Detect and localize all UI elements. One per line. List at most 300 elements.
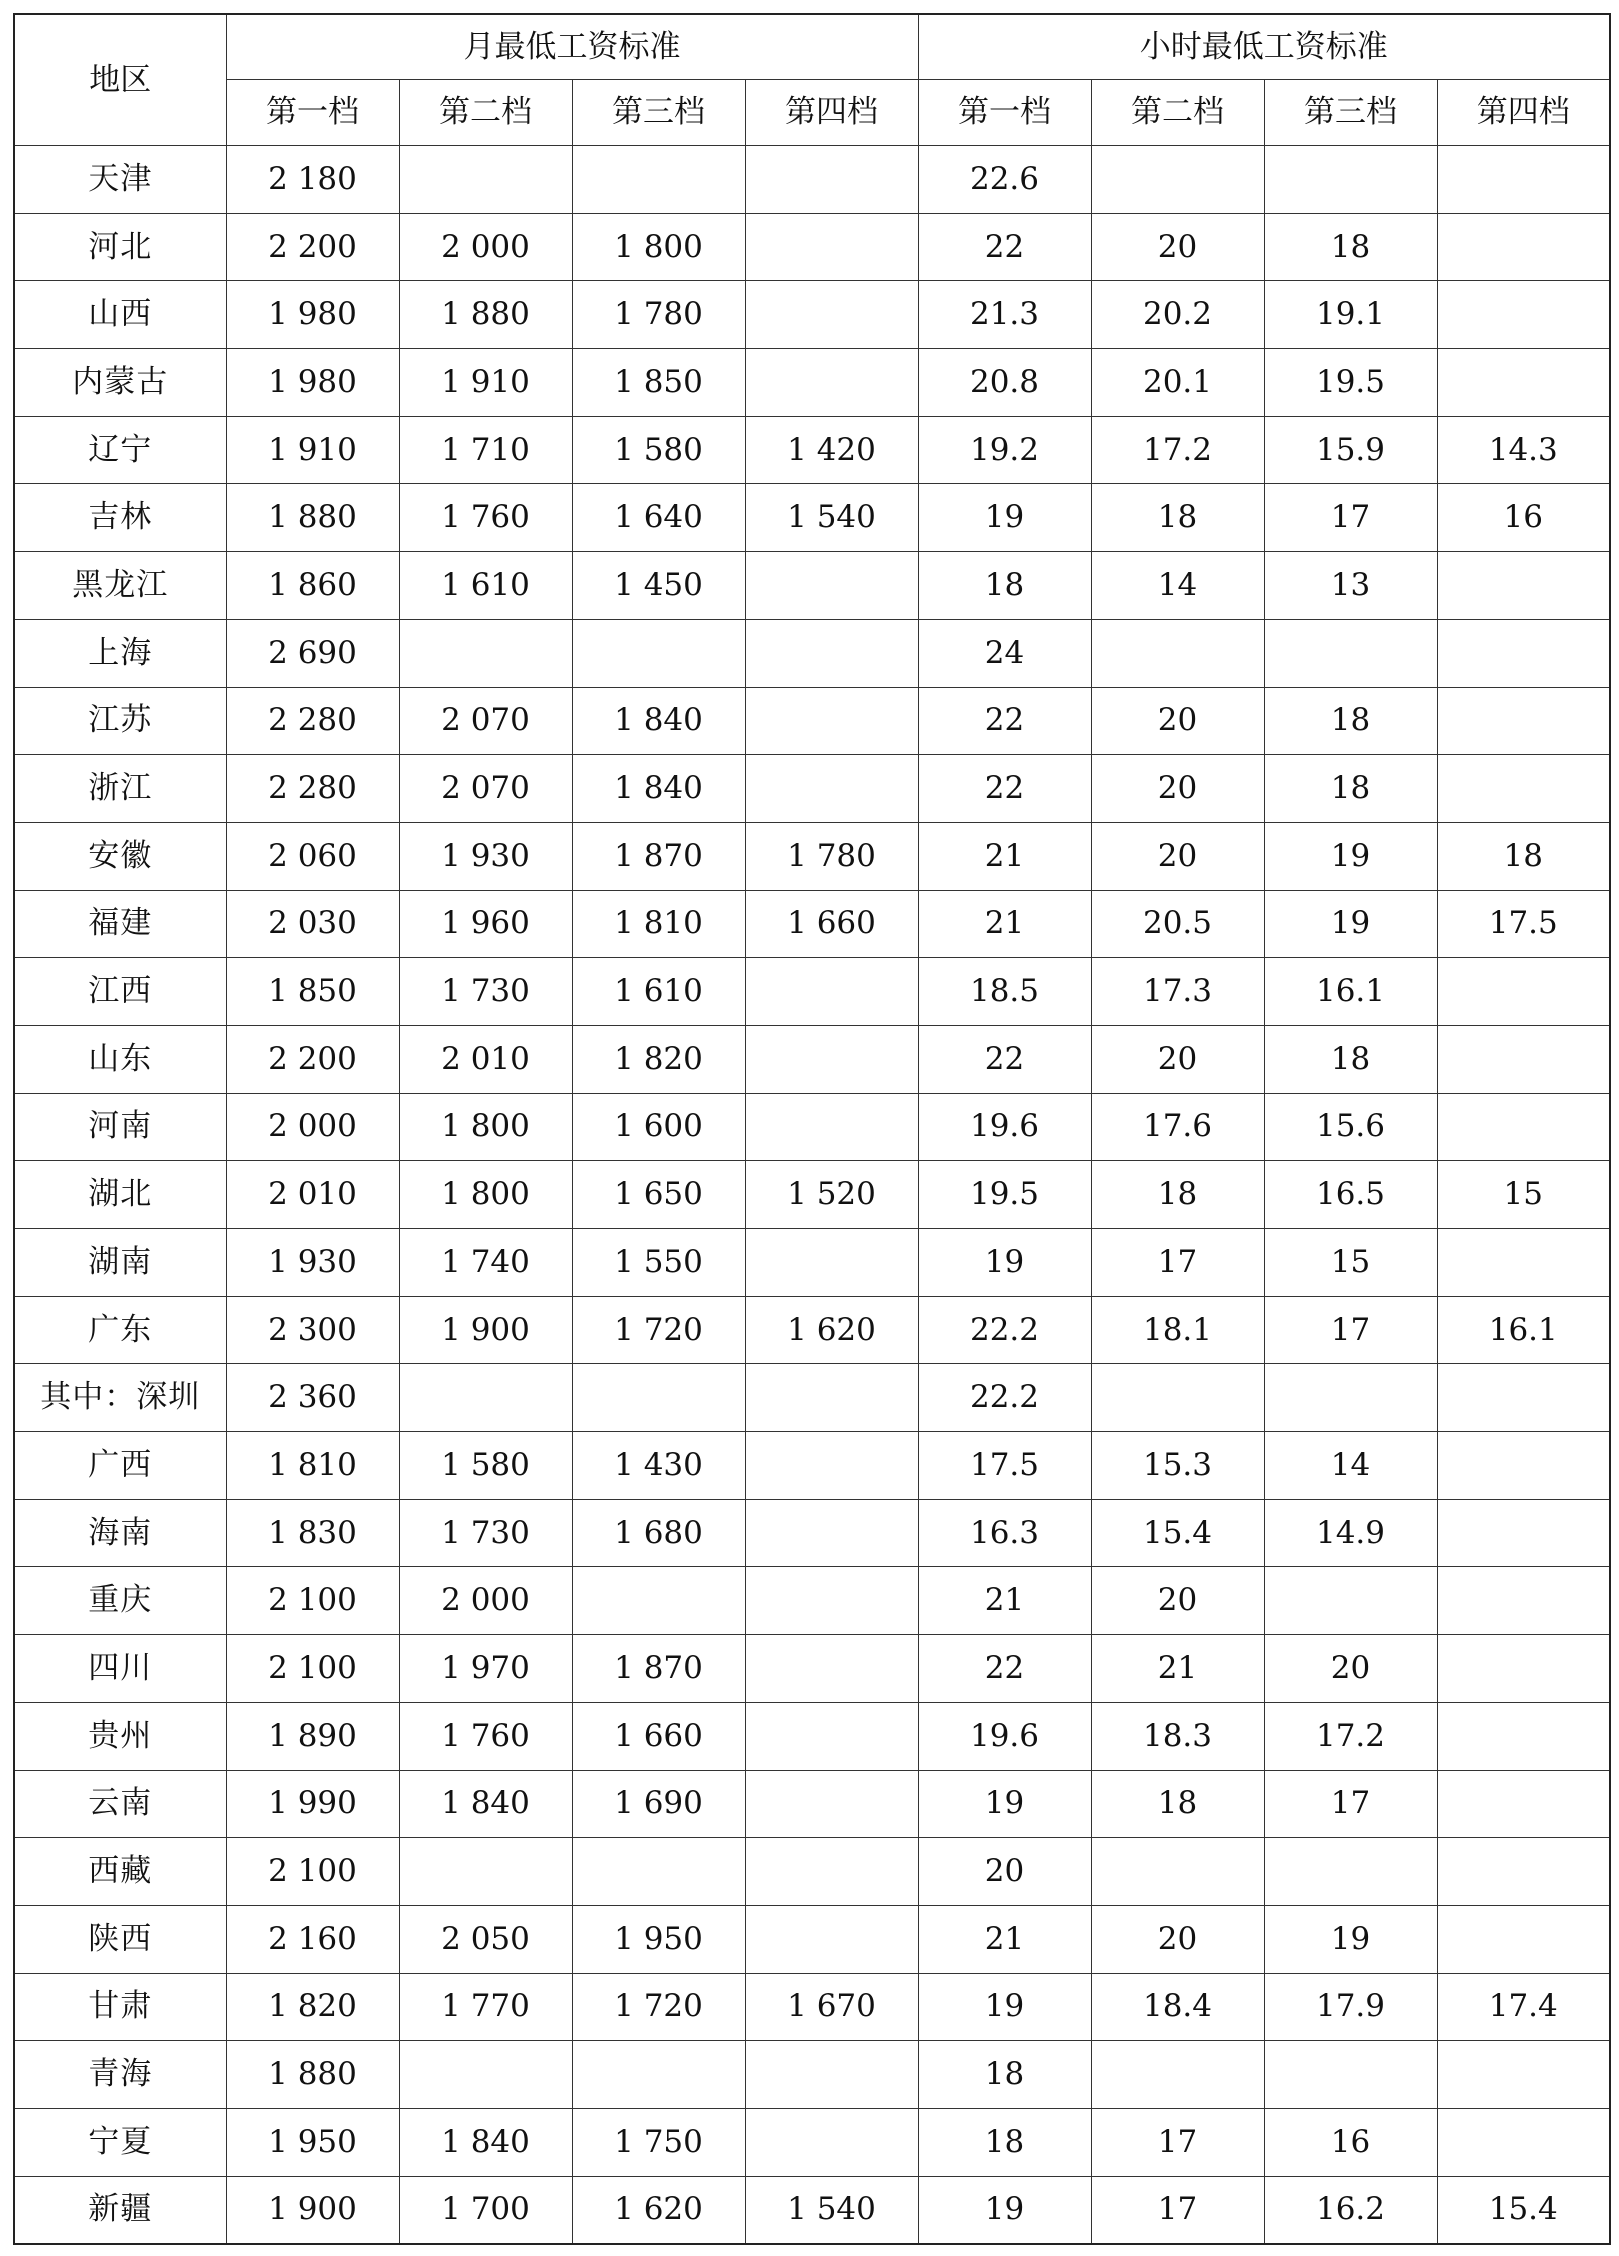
hourly-tier-1-cell: 22.6 — [918, 146, 1091, 214]
monthly-tier-3-cell — [572, 146, 745, 214]
hourly-tier-2-cell: 17 — [1091, 1229, 1264, 1297]
table-row — [14, 1296, 1610, 1364]
hourly-tier-2-cell: 20 — [1091, 1025, 1264, 1093]
monthly-tier-2-cell: 1 960 — [399, 890, 572, 958]
monthly-tier-4-cell — [745, 1905, 918, 1973]
hourly-tier-2-cell: 18 — [1091, 1161, 1264, 1229]
hourly-tier-1-cell: 19.5 — [918, 1161, 1091, 1229]
monthly-tier-1-cell: 1 980 — [226, 281, 399, 349]
hourly-tier-2-cell: 15.3 — [1091, 1432, 1264, 1500]
hourly-tier-1-cell: 19.2 — [918, 416, 1091, 484]
monthly-tier-3-cell: 1 780 — [572, 281, 745, 349]
monthly-tier-1-cell: 2 100 — [226, 1838, 399, 1906]
monthly-tier-1-cell: 2 200 — [226, 1025, 399, 1093]
monthly-tier-2-cell — [399, 146, 572, 214]
hourly-tier-3-cell: 16 — [1264, 2108, 1437, 2176]
hourly-tier-2-cell: 18 — [1091, 484, 1264, 552]
hourly-tier-2-header: 第二档 — [1091, 80, 1264, 146]
hourly-tier-2-cell — [1091, 2041, 1264, 2109]
hourly-tier-1-cell: 19.6 — [918, 1702, 1091, 1770]
region-cell: 福建 — [14, 890, 226, 958]
hourly-tier-3-cell — [1264, 146, 1437, 214]
hourly-tier-2-cell: 17.3 — [1091, 958, 1264, 1026]
hourly-tier-4-cell — [1437, 755, 1610, 823]
monthly-tier-4-cell — [745, 958, 918, 1026]
monthly-tier-4-cell: 1 540 — [745, 484, 918, 552]
table-row — [14, 1702, 1610, 1770]
hourly-tier-3-cell: 15.9 — [1264, 416, 1437, 484]
hourly-tier-1-cell: 19 — [918, 1973, 1091, 2041]
monthly-tier-2-cell: 2 010 — [399, 1025, 572, 1093]
hourly-tier-4-cell — [1437, 1364, 1610, 1432]
table-row — [14, 1229, 1610, 1297]
monthly-tier-2-cell: 1 800 — [399, 1093, 572, 1161]
monthly-tier-3-cell: 1 870 — [572, 822, 745, 890]
monthly-tier-3-cell: 1 950 — [572, 1905, 745, 1973]
header-row-tiers — [14, 80, 1610, 146]
table-row — [14, 822, 1610, 890]
region-cell: 山东 — [14, 1025, 226, 1093]
hourly-tier-2-cell — [1091, 1838, 1264, 1906]
table-row — [14, 552, 1610, 620]
monthly-tier-3-cell — [572, 2041, 745, 2109]
monthly-tier-2-cell: 1 970 — [399, 1635, 572, 1703]
hourly-tier-2-cell: 18 — [1091, 1770, 1264, 1838]
hourly-tier-3-cell: 20 — [1264, 1635, 1437, 1703]
monthly-tier-1-cell: 1 850 — [226, 958, 399, 1026]
hourly-tier-3-cell — [1264, 1567, 1437, 1635]
region-cell: 天津 — [14, 146, 226, 214]
hourly-tier-4-cell — [1437, 958, 1610, 1026]
table-row — [14, 416, 1610, 484]
monthly-tier-2-cell: 1 710 — [399, 416, 572, 484]
hourly-tier-1-cell: 18 — [918, 2041, 1091, 2109]
region-cell: 广东 — [14, 1296, 226, 1364]
monthly-tier-3-cell: 1 650 — [572, 1161, 745, 1229]
hourly-tier-2-cell — [1091, 619, 1264, 687]
hourly-wage-group-header: 小时最低工资标准 — [918, 14, 1610, 80]
hourly-tier-4-cell — [1437, 281, 1610, 349]
hourly-tier-4-cell — [1437, 2108, 1610, 2176]
monthly-tier-3-cell: 1 660 — [572, 1702, 745, 1770]
hourly-tier-2-cell: 17.6 — [1091, 1093, 1264, 1161]
region-cell: 其中：深圳 — [14, 1364, 226, 1432]
hourly-tier-3-cell: 16.2 — [1264, 2176, 1437, 2244]
region-cell: 浙江 — [14, 755, 226, 823]
hourly-tier-2-cell: 20.1 — [1091, 349, 1264, 417]
table-row — [14, 1973, 1610, 2041]
table-row — [14, 1364, 1610, 1432]
monthly-tier-4-cell — [745, 755, 918, 823]
region-cell: 云南 — [14, 1770, 226, 1838]
monthly-tier-4-cell — [745, 1635, 918, 1703]
hourly-tier-3-cell: 13 — [1264, 552, 1437, 620]
monthly-tier-3-cell: 1 620 — [572, 2176, 745, 2244]
table-row — [14, 1770, 1610, 1838]
hourly-tier-4-cell — [1437, 146, 1610, 214]
table-row — [14, 146, 1610, 214]
hourly-tier-1-cell: 16.3 — [918, 1499, 1091, 1567]
hourly-tier-4-cell — [1437, 1905, 1610, 1973]
region-cell: 湖北 — [14, 1161, 226, 1229]
table-row — [14, 1025, 1610, 1093]
monthly-tier-3-cell: 1 580 — [572, 416, 745, 484]
hourly-tier-2-cell — [1091, 146, 1264, 214]
monthly-tier-1-cell: 1 810 — [226, 1432, 399, 1500]
region-cell: 贵州 — [14, 1702, 226, 1770]
hourly-tier-1-cell: 19 — [918, 484, 1091, 552]
monthly-tier-4-cell — [745, 349, 918, 417]
hourly-tier-2-cell — [1091, 1364, 1264, 1432]
monthly-tier-4-header: 第四档 — [745, 80, 918, 146]
hourly-tier-3-cell: 14 — [1264, 1432, 1437, 1500]
hourly-tier-2-cell: 18.3 — [1091, 1702, 1264, 1770]
monthly-tier-1-cell: 1 830 — [226, 1499, 399, 1567]
hourly-tier-3-cell: 18 — [1264, 755, 1437, 823]
monthly-tier-1-cell: 2 000 — [226, 1093, 399, 1161]
monthly-tier-1-cell: 2 200 — [226, 213, 399, 281]
hourly-tier-4-cell: 18 — [1437, 822, 1610, 890]
region-cell: 湖南 — [14, 1229, 226, 1297]
region-column-header: 地区 — [14, 14, 226, 146]
hourly-tier-4-cell: 15.4 — [1437, 2176, 1610, 2244]
monthly-tier-3-cell: 1 550 — [572, 1229, 745, 1297]
table-row — [14, 2176, 1610, 2244]
hourly-tier-3-cell: 17.9 — [1264, 1973, 1437, 2041]
region-cell: 山西 — [14, 281, 226, 349]
monthly-tier-3-cell: 1 850 — [572, 349, 745, 417]
monthly-tier-1-cell: 2 300 — [226, 1296, 399, 1364]
monthly-tier-2-header: 第二档 — [399, 80, 572, 146]
table-row — [14, 484, 1610, 552]
monthly-tier-4-cell — [745, 1770, 918, 1838]
hourly-tier-3-cell: 17 — [1264, 484, 1437, 552]
hourly-tier-1-cell: 21 — [918, 890, 1091, 958]
hourly-tier-2-cell: 18.1 — [1091, 1296, 1264, 1364]
region-cell: 辽宁 — [14, 416, 226, 484]
table-row — [14, 1905, 1610, 1973]
monthly-tier-2-cell: 2 070 — [399, 687, 572, 755]
hourly-tier-4-cell — [1437, 687, 1610, 755]
monthly-tier-2-cell: 1 580 — [399, 1432, 572, 1500]
monthly-tier-2-cell: 1 840 — [399, 2108, 572, 2176]
monthly-tier-2-cell: 1 700 — [399, 2176, 572, 2244]
hourly-tier-4-cell: 14.3 — [1437, 416, 1610, 484]
hourly-tier-4-cell — [1437, 2041, 1610, 2109]
monthly-tier-1-cell: 1 950 — [226, 2108, 399, 2176]
hourly-tier-4-cell — [1437, 1770, 1610, 1838]
region-cell: 海南 — [14, 1499, 226, 1567]
monthly-tier-2-cell — [399, 2041, 572, 2109]
hourly-tier-4-cell — [1437, 1093, 1610, 1161]
hourly-tier-3-cell: 17 — [1264, 1296, 1437, 1364]
hourly-tier-3-cell: 19.1 — [1264, 281, 1437, 349]
monthly-wage-group-header: 月最低工资标准 — [226, 14, 918, 80]
monthly-tier-1-cell: 2 280 — [226, 755, 399, 823]
region-cell: 黑龙江 — [14, 552, 226, 620]
hourly-tier-3-cell: 18 — [1264, 213, 1437, 281]
hourly-tier-1-cell: 21 — [918, 1905, 1091, 1973]
hourly-tier-3-cell: 18 — [1264, 1025, 1437, 1093]
monthly-tier-1-cell: 2 180 — [226, 146, 399, 214]
hourly-tier-3-cell: 16.1 — [1264, 958, 1437, 1026]
monthly-tier-4-cell — [745, 1432, 918, 1500]
hourly-tier-4-cell — [1437, 1025, 1610, 1093]
table-row — [14, 1635, 1610, 1703]
monthly-tier-2-cell: 1 880 — [399, 281, 572, 349]
monthly-tier-4-cell: 1 620 — [745, 1296, 918, 1364]
hourly-tier-1-cell: 21 — [918, 822, 1091, 890]
monthly-tier-2-cell: 2 050 — [399, 1905, 572, 1973]
hourly-tier-3-cell — [1264, 619, 1437, 687]
region-cell: 河南 — [14, 1093, 226, 1161]
monthly-tier-2-cell: 1 760 — [399, 1702, 572, 1770]
monthly-tier-4-cell: 1 520 — [745, 1161, 918, 1229]
hourly-tier-1-cell: 21.3 — [918, 281, 1091, 349]
monthly-tier-3-cell: 1 610 — [572, 958, 745, 1026]
hourly-tier-2-cell: 21 — [1091, 1635, 1264, 1703]
monthly-tier-1-cell: 2 030 — [226, 890, 399, 958]
monthly-tier-2-cell: 1 760 — [399, 484, 572, 552]
region-cell: 四川 — [14, 1635, 226, 1703]
monthly-tier-4-cell — [745, 1025, 918, 1093]
hourly-tier-4-cell — [1437, 1499, 1610, 1567]
monthly-tier-3-cell: 1 840 — [572, 755, 745, 823]
table-header — [14, 14, 1610, 146]
hourly-tier-2-cell: 17 — [1091, 2176, 1264, 2244]
table-row — [14, 281, 1610, 349]
monthly-tier-4-cell — [745, 687, 918, 755]
table-row — [14, 2041, 1610, 2109]
monthly-tier-1-cell: 1 890 — [226, 1702, 399, 1770]
hourly-tier-2-cell: 17 — [1091, 2108, 1264, 2176]
hourly-tier-2-cell: 14 — [1091, 552, 1264, 620]
monthly-tier-4-cell — [745, 1364, 918, 1432]
monthly-tier-2-cell — [399, 619, 572, 687]
monthly-tier-4-cell — [745, 213, 918, 281]
hourly-tier-3-cell — [1264, 1838, 1437, 1906]
region-cell: 宁夏 — [14, 2108, 226, 2176]
table-row — [14, 213, 1610, 281]
monthly-tier-1-cell: 1 930 — [226, 1229, 399, 1297]
region-cell: 陕西 — [14, 1905, 226, 1973]
monthly-tier-2-cell: 1 730 — [399, 958, 572, 1026]
monthly-tier-3-cell: 1 870 — [572, 1635, 745, 1703]
monthly-tier-4-cell — [745, 146, 918, 214]
hourly-tier-1-cell: 17.5 — [918, 1432, 1091, 1500]
monthly-tier-4-cell — [745, 1702, 918, 1770]
region-cell: 内蒙古 — [14, 349, 226, 417]
monthly-tier-3-cell: 1 680 — [572, 1499, 745, 1567]
monthly-tier-3-cell: 1 600 — [572, 1093, 745, 1161]
table-row — [14, 1567, 1610, 1635]
hourly-tier-1-cell: 22.2 — [918, 1296, 1091, 1364]
hourly-tier-1-cell: 20 — [918, 1838, 1091, 1906]
hourly-tier-1-cell: 20.8 — [918, 349, 1091, 417]
hourly-tier-4-cell: 15 — [1437, 1161, 1610, 1229]
hourly-tier-1-cell: 19 — [918, 1770, 1091, 1838]
hourly-tier-3-cell: 17 — [1264, 1770, 1437, 1838]
monthly-tier-2-cell: 1 900 — [399, 1296, 572, 1364]
monthly-tier-4-cell — [745, 552, 918, 620]
monthly-tier-1-cell: 2 100 — [226, 1635, 399, 1703]
monthly-tier-1-cell: 2 010 — [226, 1161, 399, 1229]
region-cell: 西藏 — [14, 1838, 226, 1906]
monthly-tier-1-cell: 2 360 — [226, 1364, 399, 1432]
region-cell: 吉林 — [14, 484, 226, 552]
monthly-tier-3-header: 第三档 — [572, 80, 745, 146]
monthly-tier-3-cell: 1 800 — [572, 213, 745, 281]
hourly-tier-3-cell: 17.2 — [1264, 1702, 1437, 1770]
monthly-tier-4-cell — [745, 1567, 918, 1635]
hourly-tier-4-cell: 16.1 — [1437, 1296, 1610, 1364]
hourly-tier-4-cell: 16 — [1437, 484, 1610, 552]
monthly-tier-3-cell: 1 430 — [572, 1432, 745, 1500]
table-row — [14, 1161, 1610, 1229]
monthly-tier-1-cell: 2 100 — [226, 1567, 399, 1635]
monthly-tier-4-cell: 1 420 — [745, 416, 918, 484]
hourly-tier-1-cell: 18 — [918, 552, 1091, 620]
table-row — [14, 2108, 1610, 2176]
monthly-tier-4-cell: 1 540 — [745, 2176, 918, 2244]
hourly-tier-1-cell: 22 — [918, 1025, 1091, 1093]
monthly-tier-3-cell — [572, 1364, 745, 1432]
monthly-tier-4-cell — [745, 281, 918, 349]
table-row — [14, 1093, 1610, 1161]
header-row-groups — [14, 14, 1610, 80]
table-row — [14, 687, 1610, 755]
monthly-tier-1-cell: 1 900 — [226, 2176, 399, 2244]
hourly-tier-3-cell: 15.6 — [1264, 1093, 1437, 1161]
hourly-tier-3-cell: 19.5 — [1264, 349, 1437, 417]
monthly-tier-4-cell — [745, 2041, 918, 2109]
region-cell: 上海 — [14, 619, 226, 687]
hourly-tier-3-cell: 19 — [1264, 822, 1437, 890]
hourly-tier-1-cell: 18.5 — [918, 958, 1091, 1026]
monthly-tier-4-cell — [745, 1229, 918, 1297]
monthly-tier-3-cell — [572, 1838, 745, 1906]
monthly-tier-3-cell — [572, 619, 745, 687]
monthly-tier-1-cell: 1 910 — [226, 416, 399, 484]
monthly-tier-4-cell — [745, 2108, 918, 2176]
hourly-tier-2-cell: 20 — [1091, 1567, 1264, 1635]
hourly-tier-1-cell: 18 — [918, 2108, 1091, 2176]
hourly-tier-1-cell: 22 — [918, 755, 1091, 823]
hourly-tier-2-cell: 20 — [1091, 687, 1264, 755]
hourly-tier-4-cell — [1437, 619, 1610, 687]
monthly-tier-4-cell: 1 780 — [745, 822, 918, 890]
hourly-tier-3-cell: 16.5 — [1264, 1161, 1437, 1229]
monthly-tier-1-cell: 1 980 — [226, 349, 399, 417]
monthly-tier-1-cell: 2 280 — [226, 687, 399, 755]
monthly-tier-2-cell: 2 000 — [399, 213, 572, 281]
monthly-tier-2-cell: 1 730 — [399, 1499, 572, 1567]
hourly-tier-2-cell: 20.2 — [1091, 281, 1264, 349]
region-cell: 广西 — [14, 1432, 226, 1500]
hourly-tier-4-cell — [1437, 1702, 1610, 1770]
region-cell: 安徽 — [14, 822, 226, 890]
hourly-tier-3-cell: 18 — [1264, 687, 1437, 755]
monthly-tier-2-cell: 1 930 — [399, 822, 572, 890]
table-row — [14, 1432, 1610, 1500]
monthly-tier-4-cell: 1 670 — [745, 1973, 918, 2041]
monthly-tier-2-cell: 1 910 — [399, 349, 572, 417]
monthly-tier-3-cell: 1 690 — [572, 1770, 745, 1838]
region-cell: 河北 — [14, 213, 226, 281]
table-row — [14, 619, 1610, 687]
hourly-tier-3-cell: 14.9 — [1264, 1499, 1437, 1567]
region-cell: 江苏 — [14, 687, 226, 755]
hourly-tier-1-cell: 22 — [918, 687, 1091, 755]
monthly-tier-1-cell: 1 880 — [226, 484, 399, 552]
monthly-tier-4-cell — [745, 1499, 918, 1567]
hourly-tier-1-cell: 22 — [918, 1635, 1091, 1703]
hourly-tier-4-cell: 17.4 — [1437, 1973, 1610, 2041]
monthly-tier-2-cell: 1 610 — [399, 552, 572, 620]
monthly-tier-2-cell — [399, 1838, 572, 1906]
hourly-tier-2-cell: 20 — [1091, 822, 1264, 890]
hourly-tier-3-header: 第三档 — [1264, 80, 1437, 146]
monthly-tier-1-cell: 1 880 — [226, 2041, 399, 2109]
hourly-tier-4-cell — [1437, 1567, 1610, 1635]
hourly-tier-4-cell — [1437, 1838, 1610, 1906]
hourly-tier-3-cell: 15 — [1264, 1229, 1437, 1297]
monthly-tier-1-cell: 1 990 — [226, 1770, 399, 1838]
monthly-tier-3-cell: 1 450 — [572, 552, 745, 620]
monthly-tier-2-cell: 1 840 — [399, 1770, 572, 1838]
hourly-tier-4-cell — [1437, 213, 1610, 281]
hourly-tier-2-cell: 20.5 — [1091, 890, 1264, 958]
hourly-tier-1-cell: 21 — [918, 1567, 1091, 1635]
hourly-tier-4-cell — [1437, 1229, 1610, 1297]
table-row — [14, 890, 1610, 958]
hourly-tier-2-cell: 20 — [1091, 1905, 1264, 1973]
monthly-tier-2-cell — [399, 1364, 572, 1432]
monthly-tier-1-cell: 1 860 — [226, 552, 399, 620]
monthly-tier-3-cell: 1 640 — [572, 484, 745, 552]
table-body — [14, 146, 1610, 2244]
monthly-tier-3-cell: 1 720 — [572, 1296, 745, 1364]
hourly-tier-3-cell — [1264, 2041, 1437, 2109]
table-row — [14, 1838, 1610, 1906]
monthly-tier-2-cell: 1 800 — [399, 1161, 572, 1229]
hourly-tier-4-cell — [1437, 1635, 1610, 1703]
hourly-tier-1-cell: 22 — [918, 213, 1091, 281]
hourly-tier-4-cell — [1437, 552, 1610, 620]
table-row — [14, 1499, 1610, 1567]
monthly-tier-3-cell: 1 820 — [572, 1025, 745, 1093]
monthly-tier-3-cell: 1 750 — [572, 2108, 745, 2176]
region-cell: 新疆 — [14, 2176, 226, 2244]
region-cell: 江西 — [14, 958, 226, 1026]
monthly-tier-3-cell: 1 810 — [572, 890, 745, 958]
hourly-tier-2-cell: 15.4 — [1091, 1499, 1264, 1567]
hourly-tier-1-header: 第一档 — [918, 80, 1091, 146]
hourly-tier-1-cell: 19 — [918, 1229, 1091, 1297]
monthly-tier-4-cell — [745, 1093, 918, 1161]
hourly-tier-2-cell: 20 — [1091, 213, 1264, 281]
monthly-tier-1-cell: 2 690 — [226, 619, 399, 687]
hourly-tier-4-cell — [1437, 349, 1610, 417]
region-cell: 青海 — [14, 2041, 226, 2109]
monthly-tier-4-cell — [745, 619, 918, 687]
hourly-tier-2-cell: 17.2 — [1091, 416, 1264, 484]
hourly-tier-1-cell: 19 — [918, 2176, 1091, 2244]
monthly-tier-1-cell: 2 060 — [226, 822, 399, 890]
hourly-tier-3-cell — [1264, 1364, 1437, 1432]
table-row — [14, 349, 1610, 417]
region-cell: 甘肃 — [14, 1973, 226, 2041]
